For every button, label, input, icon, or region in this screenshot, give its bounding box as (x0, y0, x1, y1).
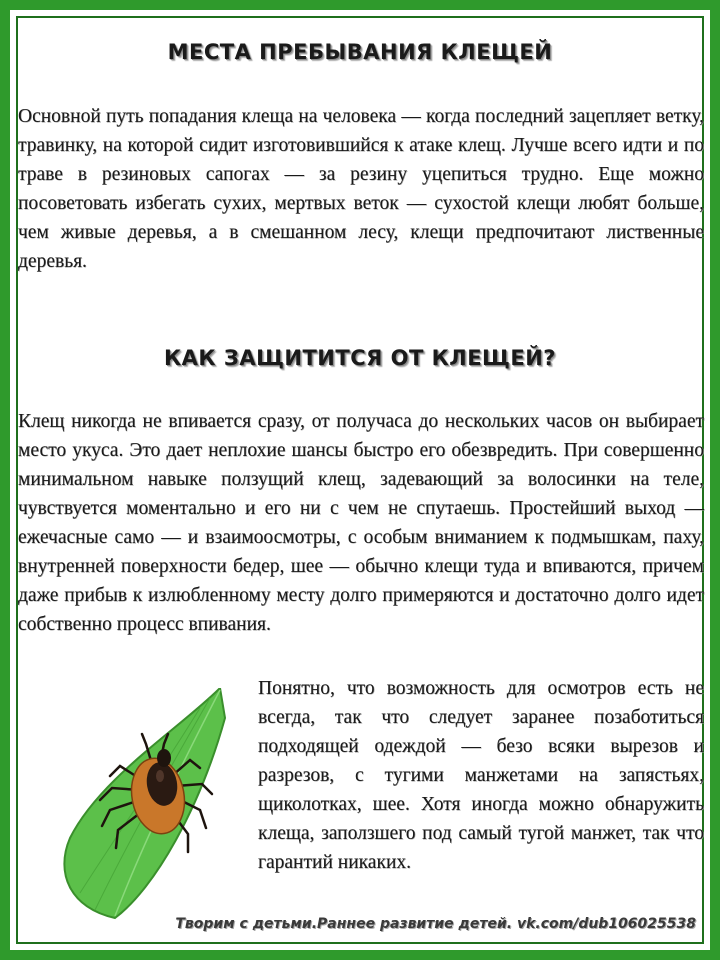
section-2-title: КАК ЗАЩИТИТСЯ ОТ КЛЕЩЕЙ? (164, 346, 556, 370)
tick-on-leaf-icon (60, 688, 270, 920)
footer-credit: Творим с детьми.Раннее развитие детей. vk.com/dub106025538 (175, 916, 696, 932)
section-2-text: Клещ никогда не впивается сразу, от получаса до нескольких часов он выбирает место укуса. Это дает неплохие шансы быстро его обезвредить. При совершенно минимальном навыке ползущий клещ, задевающий за волосинки на теле, чувствуется моментально и его ни с чем не спутаешь. Простейший выход — ежечасные само — и взаимоосмотры, с особым вниманием к подмышкам, паху, внутренней поверхности бедер, шее — обычно клещи туда и впиваются, причем даже прибыв к излюбленному месту долго примеряются и достаточно долго идет собственно процесс впивания. (18, 411, 704, 635)
section-1-title: МЕСТА ПРЕБЫВАНИЯ КЛЕЩЕЙ (167, 40, 553, 64)
section-1-text: Основной путь попадания клеща на человека — когда последний зацепляет ветку, травинку, на которой сидит изготовившийся к атаке клещ. Лучше всего идти и по траве в резиновых сапогах — за резину уцепиться трудно. Еще можно посоветовать избегать сухих, мертвых веток — сухостой клещи любят больше, чем живые деревья, а в смешанном лесу, клещи предпочитают лиственные деревья. (18, 106, 704, 272)
section-2-text-continued: Понятно, что возможность для осмотров есть не всегда, так что следует заранее позаботиться подходящей одеждой — безо всяки вырезов и разрезов, с тугими манжетами на запястьях, щиколотках, шее. Хотя иногда можно обнаружить клеща, заползшего под самый тугой манжет, так что гарантий никаких. (258, 678, 704, 873)
